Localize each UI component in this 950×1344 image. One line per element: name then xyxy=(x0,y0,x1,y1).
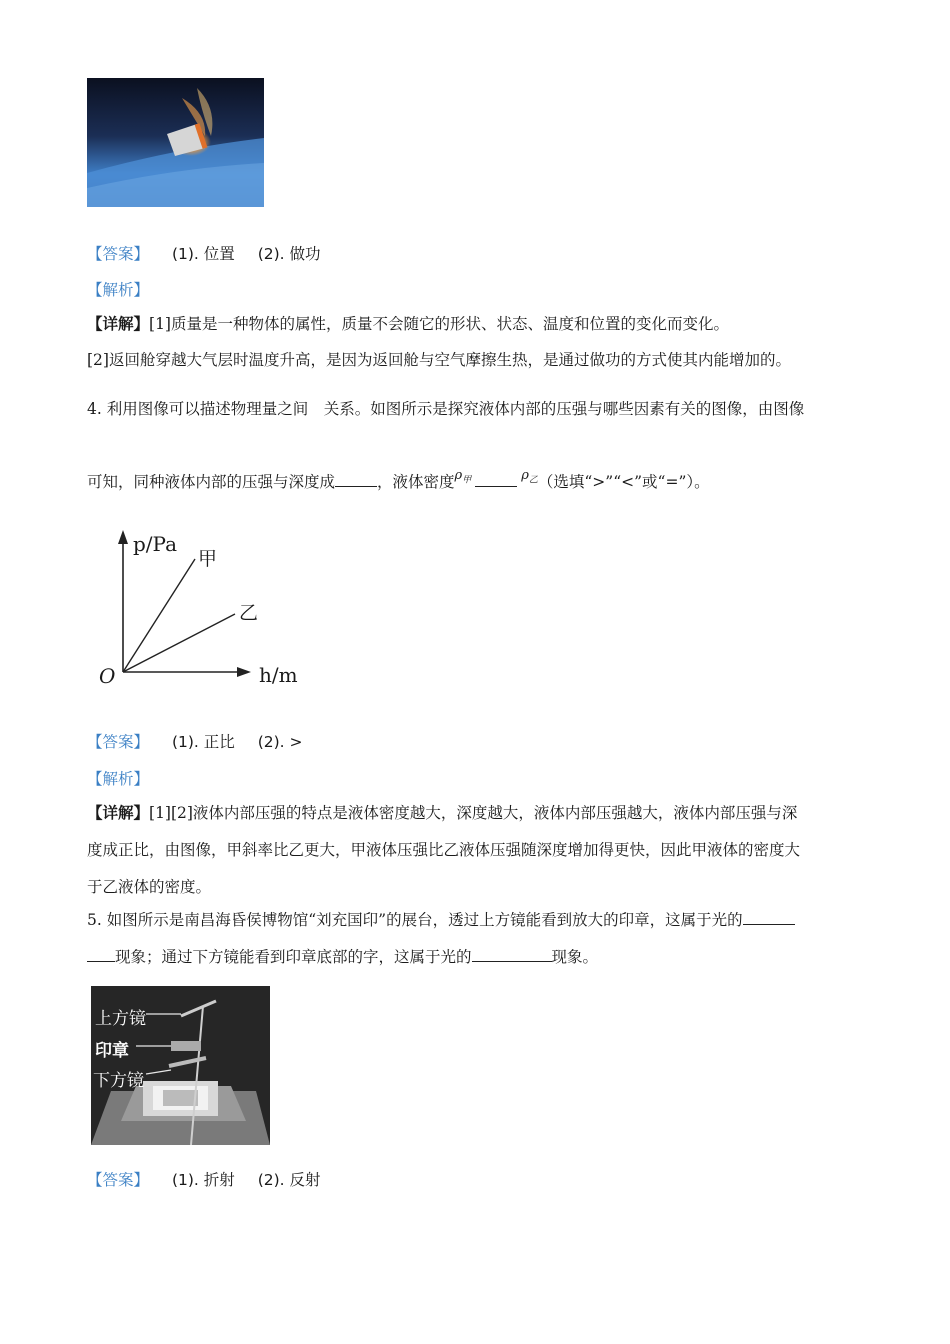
blank-1[interactable] xyxy=(335,470,377,487)
q4-detail-line1 xyxy=(87,801,797,823)
q4-stem-text-b: ，液体密度 xyxy=(377,473,455,491)
analysis-tag: 【解析】 xyxy=(87,281,150,299)
q3-detail-line2: [2]返回舱穿越大气层时温度升高，是因为返回舱与空气摩擦生热，是通过做功的方式使其内能增加的。 xyxy=(87,351,791,369)
q4-stem-text-a: 可知，同种液体内部的压强与深度成 xyxy=(87,473,336,491)
q5-stem-line2 xyxy=(87,945,598,967)
answer-1: (1). 位置 xyxy=(171,245,235,263)
q4-stem-text-c: （选填“>”“<”或“=”）。 xyxy=(537,473,710,491)
q4-stem-line2 xyxy=(87,470,710,494)
answer-tag: 【答案】 xyxy=(87,733,150,751)
q5-stem-text-a: 现象；通过下方镜能看到印章底部的字，这属于光的 xyxy=(115,948,472,966)
q5-stem-line1 xyxy=(87,908,795,930)
q5-stem-text-b: 现象。 xyxy=(551,948,599,966)
label-lower-mirror: 下方镜 xyxy=(93,1071,144,1091)
y-axis-arrow xyxy=(118,530,128,544)
detail-text: [1]质量是一种物体的属性，质量不会随它的形状、状态、温度和位置的变化而变化。 xyxy=(149,315,729,333)
q4-answer-line xyxy=(87,730,303,752)
pressure-depth-graph xyxy=(95,528,300,690)
answer-1: (1). 正比 xyxy=(171,733,235,751)
q4-detail-line2: 度成正比，由图像，甲斜率比乙更大，甲液体压强比乙液体压强随深度增加得更快，因此甲液体的密度大 xyxy=(87,841,801,859)
blank-2[interactable] xyxy=(472,945,552,962)
answer-1: (1). 折射 xyxy=(171,1171,235,1189)
line-jia-label: 甲 xyxy=(198,548,218,570)
x-axis-label: h/m xyxy=(259,663,298,687)
q3-detail-line1 xyxy=(87,312,729,334)
rho-jia: ρ甲 xyxy=(454,468,472,486)
y-axis-label: p/Pa xyxy=(133,532,178,556)
origin-label: O xyxy=(99,664,116,688)
seal-display-photo xyxy=(91,986,270,1145)
blank-1a[interactable] xyxy=(743,908,795,925)
answer-2: (2). 做功 xyxy=(257,245,321,263)
detail-tag: 【详解】 xyxy=(87,803,150,822)
line-jia xyxy=(123,559,195,672)
answer-tag: 【答案】 xyxy=(87,1171,150,1189)
analysis-tag: 【解析】 xyxy=(87,770,150,788)
detail-text: [1][2]液体内部压强的特点是液体密度越大，深度越大，液体内部压强越大，液体内部压强与深 xyxy=(149,804,798,822)
capsule-reentry-image xyxy=(87,78,264,207)
q3-answer-line xyxy=(87,242,321,264)
q5-stem-text: 5. 如图所示是南昌海昏侯博物馆“刘充国印”的展台，透过上方镜能看到放大的印章，这属于光的 xyxy=(87,911,743,929)
answer-2: (2). > xyxy=(257,733,303,751)
q4-stem-line1: 4. 利用图像可以描述物理量之间 关系。如图所示是探究液体内部的压强与哪些因素有关的图像，由图像 xyxy=(87,400,805,418)
line-yi-label: 乙 xyxy=(239,602,259,624)
line-yi xyxy=(123,614,235,672)
answer-2: (2). 反射 xyxy=(257,1171,321,1189)
q4-detail-line3: 于乙液体的密度。 xyxy=(87,878,212,896)
q5-answer-line xyxy=(87,1168,321,1190)
rho-yi: ρ乙 xyxy=(521,468,538,486)
answer-tag: 【答案】 xyxy=(87,245,150,263)
blank-1b[interactable] xyxy=(87,945,115,962)
blank-2[interactable] xyxy=(475,470,517,487)
x-axis-arrow xyxy=(237,667,251,677)
label-seal: 印章 xyxy=(95,1041,129,1061)
detail-tag: 【详解】 xyxy=(87,314,150,333)
label-upper-mirror: 上方镜 xyxy=(95,1009,146,1029)
